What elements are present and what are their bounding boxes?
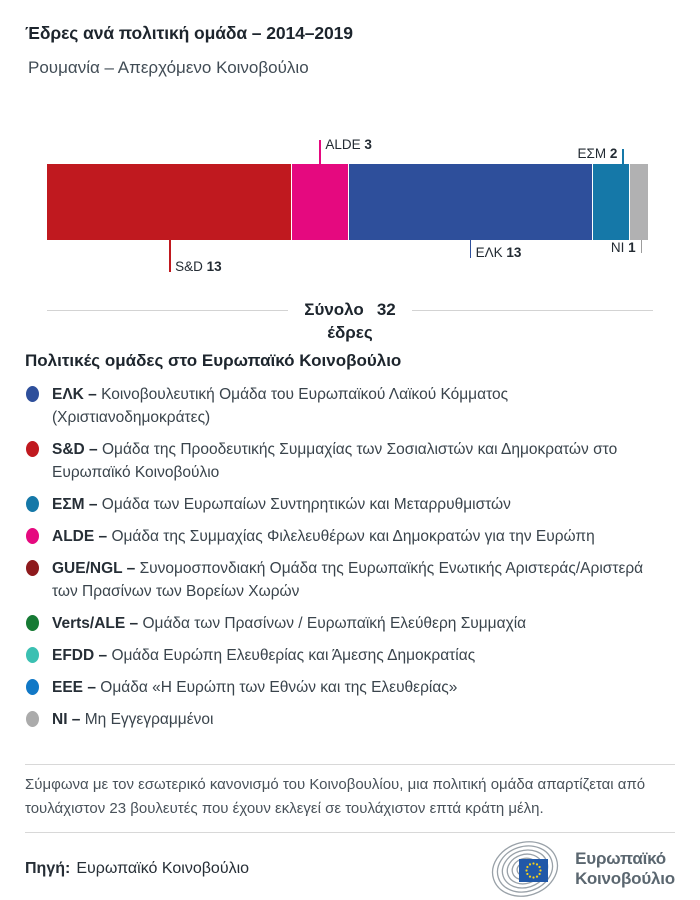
alde-color-dot bbox=[26, 528, 39, 544]
bar-segment-ΕΣΜ bbox=[592, 164, 630, 240]
legend-item-efdd bbox=[25, 644, 675, 667]
vertsale-color-dot bbox=[26, 615, 39, 631]
sd-color-dot bbox=[26, 441, 39, 457]
page-subtitle: Ρουμανία – Απερχόμενο Κοινοβούλιο bbox=[28, 58, 309, 77]
callout-label: S&D 13 bbox=[175, 259, 222, 274]
bar-segment-S&D bbox=[47, 164, 291, 240]
legend-item-epp bbox=[25, 383, 675, 429]
callout-line bbox=[641, 240, 643, 253]
callout-line bbox=[470, 240, 472, 258]
callout-line bbox=[319, 140, 321, 164]
legend-name: ΕΛΚ – bbox=[52, 386, 97, 403]
legend-item-enf bbox=[25, 676, 675, 699]
legend-desc: Κοινοβουλευτική Ομάδα του Ευρωπαϊκού Λαϊκού Κόμματος (Χριστιανοδημοκράτες) bbox=[52, 386, 509, 426]
legend-heading: Πολιτικές ομάδες στο Ευρωπαϊκό Κοινοβούλιο bbox=[25, 351, 402, 370]
legend-desc: Ομάδα Ευρώπη Ελευθερίας και Άμεσης Δημοκρατίας bbox=[111, 647, 476, 664]
legend-name: GUE/NGL – bbox=[52, 560, 136, 577]
total-word: Σύνολο bbox=[304, 300, 364, 319]
ep-logo-text bbox=[575, 849, 675, 889]
legend bbox=[25, 383, 675, 731]
legend-item-alde bbox=[25, 525, 675, 548]
legend-desc: Ομάδα των Πρασίνων / Ευρωπαϊκή Ελεύθερη Συμμαχία bbox=[142, 615, 527, 632]
source-label: Πηγή: bbox=[25, 860, 71, 877]
legend-name: EFDD – bbox=[52, 647, 108, 664]
legend-name: ΕΣΜ – bbox=[52, 496, 98, 513]
legend-item-ni bbox=[25, 708, 675, 731]
bar-segment-ALDE bbox=[291, 164, 347, 240]
total-row bbox=[47, 300, 653, 320]
legend-name: Verts/ALE – bbox=[52, 615, 139, 632]
ep-hemicycle-icon bbox=[491, 840, 567, 898]
legend-desc: Ομάδα «Η Ευρώπη των Εθνών και της Ελευθερίας» bbox=[100, 679, 458, 696]
stacked-bar bbox=[47, 164, 648, 240]
footnote-text: Σύμφωνα με τον εσωτερικό κανονισμό του Κοινοβουλίου, μια πολιτική ομάδα απαρτίζεται από τουλάχιστον 23 βουλευτές που έχουν εκλεγεί σε τουλάχιστον επτά κράτη μέλη. bbox=[25, 776, 646, 817]
footnote-block bbox=[25, 764, 675, 833]
legend-item-vertsale bbox=[25, 612, 675, 635]
ep-logo-line2: Κοινοβούλιο bbox=[575, 869, 675, 888]
bar-segment-ΕΛΚ bbox=[348, 164, 592, 240]
guengl-color-dot bbox=[26, 560, 39, 576]
divider-line-right bbox=[412, 310, 653, 311]
enf-color-dot bbox=[26, 679, 39, 695]
source-line bbox=[25, 860, 249, 878]
bar-segment-NI bbox=[629, 164, 648, 240]
legend-desc: Ομάδα της Συμμαχίας Φιλελευθέρων και Δημοκρατών για την Ευρώπη bbox=[111, 528, 595, 545]
total-value: 32 bbox=[376, 300, 396, 319]
source-value: Ευρωπαϊκό Κοινοβούλιο bbox=[76, 860, 250, 877]
callout-line bbox=[169, 240, 171, 272]
ep-logo-line1: Ευρωπαϊκό bbox=[575, 849, 666, 868]
ni-color-dot bbox=[26, 711, 39, 727]
divider-bottom bbox=[25, 832, 675, 833]
legend-name: NI – bbox=[52, 711, 81, 728]
chart-area bbox=[25, 135, 675, 287]
footer bbox=[25, 838, 675, 900]
legend-desc: Μη Εγγεγραμμένοι bbox=[84, 711, 214, 728]
legend-name: EEE – bbox=[52, 679, 96, 696]
divider-line-left bbox=[47, 310, 288, 311]
legend-desc: Ομάδα των Ευρωπαίων Συντηρητικών και Μεταρρυθμιστών bbox=[101, 496, 511, 513]
epp-color-dot bbox=[26, 386, 39, 402]
total-unit: έδρες bbox=[327, 323, 373, 342]
efdd-color-dot bbox=[26, 647, 39, 663]
legend-desc: Συνομοσπονδιακή Ομάδα της Ευρωπαϊκής Ενωτικής Αριστεράς/Αριστερά των Πρασίνων των Βορείων Χωρών bbox=[52, 560, 644, 600]
callout-line bbox=[622, 149, 624, 164]
legend-item-guengl bbox=[25, 557, 675, 603]
european-parliament-logo bbox=[491, 840, 675, 898]
callout-label: ΕΛΚ 13 bbox=[475, 245, 522, 260]
legend-item-sd bbox=[25, 438, 675, 484]
legend-name: ALDE – bbox=[52, 528, 108, 545]
callout-label: ΕΣΜ 2 bbox=[577, 146, 618, 161]
total-label bbox=[288, 300, 412, 320]
legend-item-ecr bbox=[25, 493, 675, 516]
legend-desc: Ομάδα της Προοδευτικής Συμμαχίας των Σοσιαλιστών και Δημοκρατών στο Ευρωπαϊκό Κοινοβούλιο bbox=[52, 441, 618, 481]
ecr-color-dot bbox=[26, 496, 39, 512]
page-title: Έδρες ανά πολιτική ομάδα – 2014–2019 bbox=[25, 23, 353, 43]
callout-label: NI 1 bbox=[610, 240, 636, 255]
callout-label: ALDE 3 bbox=[325, 137, 372, 152]
total-block bbox=[25, 300, 675, 343]
legend-name: S&D – bbox=[52, 441, 98, 458]
divider-top bbox=[25, 764, 675, 765]
